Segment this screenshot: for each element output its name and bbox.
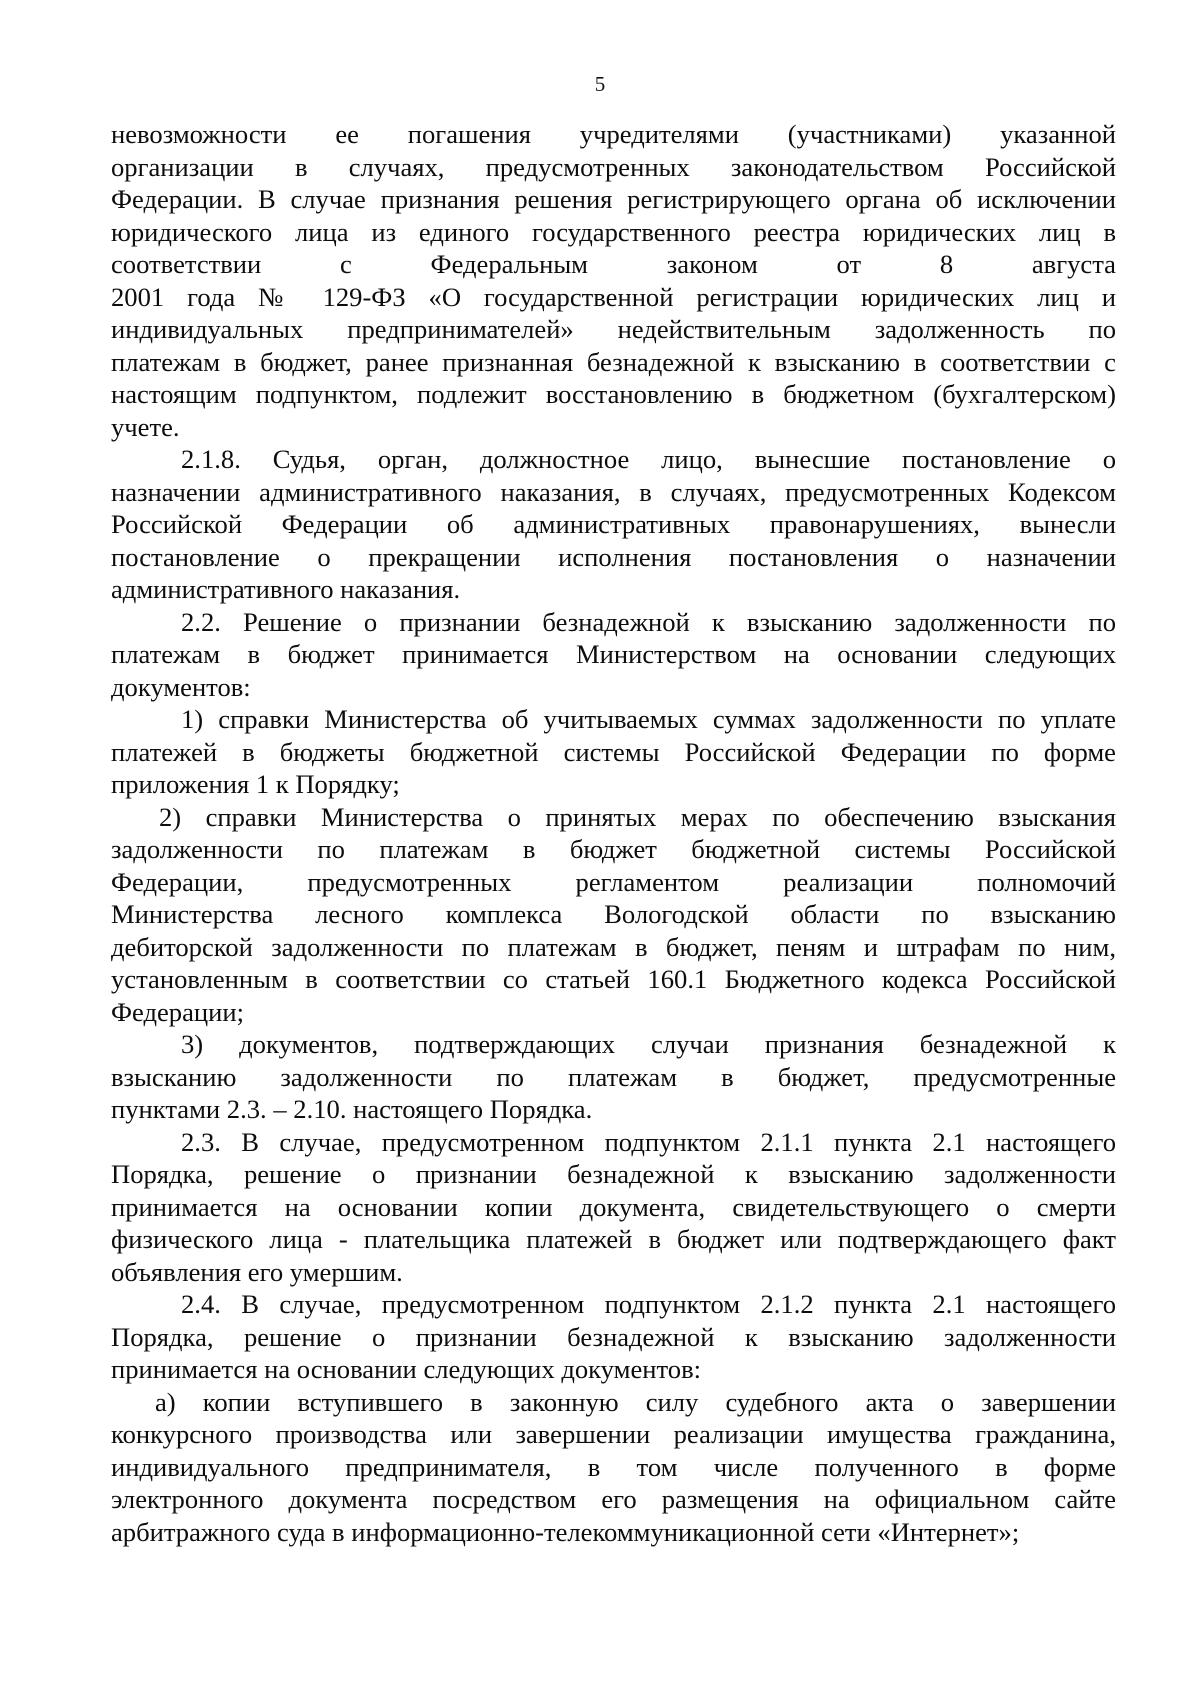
text-line: 1) справки Министерства об учитываемых суммах задолженности по уплате	[181, 704, 1116, 734]
text-line: организации в случаях, предусмотренных законодательством Российской	[111, 151, 1116, 182]
text-line: 2.3. В случае, предусмотренном подпунктом 2.1.1 пункта 2.1 настоящего	[181, 1126, 1116, 1157]
text-line: административного наказания.	[111, 574, 461, 604]
text-line: пунктами 2.3. – 2.10. настоящего Порядка.	[111, 1094, 593, 1124]
text-line: принимается на основании следующих документов:	[111, 1354, 702, 1384]
text-line: Федерации;	[111, 996, 244, 1027]
text-line: Порядка, решение о признании безнадежной к взысканию задолженности	[111, 1321, 1116, 1352]
text-line: 2.4. В случае, предусмотренном подпунктом 2.1.2 пункта 2.1 настоящего	[181, 1289, 1116, 1319]
text-line: 2001 года № 129-ФЗ «О государственной регистрации юридических лиц и	[111, 281, 1116, 312]
text-line: Российской Федерации об административных правонарушениях, вынесли	[111, 509, 1116, 539]
text-line: юридического лица из единого государственного реестра юридических лиц в	[111, 216, 1116, 247]
text-line: Федерации. В случае признания решения регистрирующего органа об исключении	[111, 184, 1116, 214]
text-line: Федерации, предусмотренных регламентом реализации полномочий	[111, 866, 1116, 897]
text-line: платежей в бюджеты бюджетной системы Российской Федерации по форме	[111, 736, 1116, 767]
text-line: а) копии вступившего в законную силу судебного акта о завершении	[155, 1386, 1116, 1417]
text-line: назначении административного наказания, в случаях, предусмотренных Кодексом	[111, 476, 1116, 507]
text-line: платежам в бюджет принимается Министерством на основании следующих	[111, 639, 1116, 669]
text-line: задолженности по платежам в бюджет бюджетной системы Российской	[111, 834, 1116, 864]
text-line: установленным в соответствии со статьей 160.1 Бюджетного кодекса Российской	[111, 964, 1116, 994]
document-body	[111, 118, 1116, 1548]
text-line: настоящим подпунктом, подлежит восстановлению в бюджетном (бухгалтерском)	[111, 379, 1116, 409]
text-line: постановление о прекращении исполнения постановления о назначении	[111, 541, 1116, 572]
text-line: соответствии с Федеральным законом от 8 августа	[111, 249, 1116, 279]
text-line: электронного документа посредством его размещения на официальном сайте	[111, 1484, 1116, 1514]
text-line: 2) справки Министерства о принятых мерах по обеспечению взыскания	[159, 801, 1116, 832]
text-line: принимается на основании копии документа, свидетельствующего о смерти	[111, 1191, 1116, 1222]
text-line: индивидуальных предпринимателей» недействительным задолженность по	[111, 314, 1116, 344]
text-line: невозможности ее погашения учредителями (участниками) указанной	[111, 119, 1116, 149]
text-line: 2.2. Решение о признании безнадежной к взысканию задолженности по	[181, 606, 1116, 637]
text-line: документов:	[111, 671, 251, 702]
text-line: 3) документов, подтверждающих случаи признания безнадежной к	[181, 1029, 1116, 1059]
text-line: учете.	[111, 411, 180, 442]
text-line: конкурсного производства или завершении реализации имущества гражданина,	[111, 1419, 1116, 1449]
text-line: объявления его умершим.	[111, 1256, 403, 1287]
text-line: дебиторской задолженности по платежам в бюджет, пеням и штрафам по ним,	[111, 931, 1116, 962]
text-line: Министерства лесного комплекса Вологодской области по взысканию	[111, 899, 1116, 929]
page-number: 5	[594, 72, 606, 96]
text-line: арбитражного суда в информационно-телекоммуникационной сети «Интернет»;	[111, 1516, 1020, 1547]
text-line: платежам в бюджет, ранее признанная безнадежной к взысканию в соответствии с	[111, 346, 1116, 377]
text-line: Порядка, решение о признании безнадежной к взысканию задолженности	[111, 1159, 1116, 1189]
text-line: индивидуального предпринимателя, в том числе полученного в форме	[111, 1451, 1116, 1482]
text-line: приложения 1 к Порядку;	[111, 769, 400, 799]
text-line: физического лица - плательщика платежей в бюджет или подтверждающего факт	[111, 1224, 1116, 1254]
text-line: взысканию задолженности по платежам в бюджет, предусмотренные	[111, 1061, 1116, 1092]
text-line: 2.1.8. Судья, орган, должностное лицо, вынесшие постановление о	[181, 444, 1116, 474]
